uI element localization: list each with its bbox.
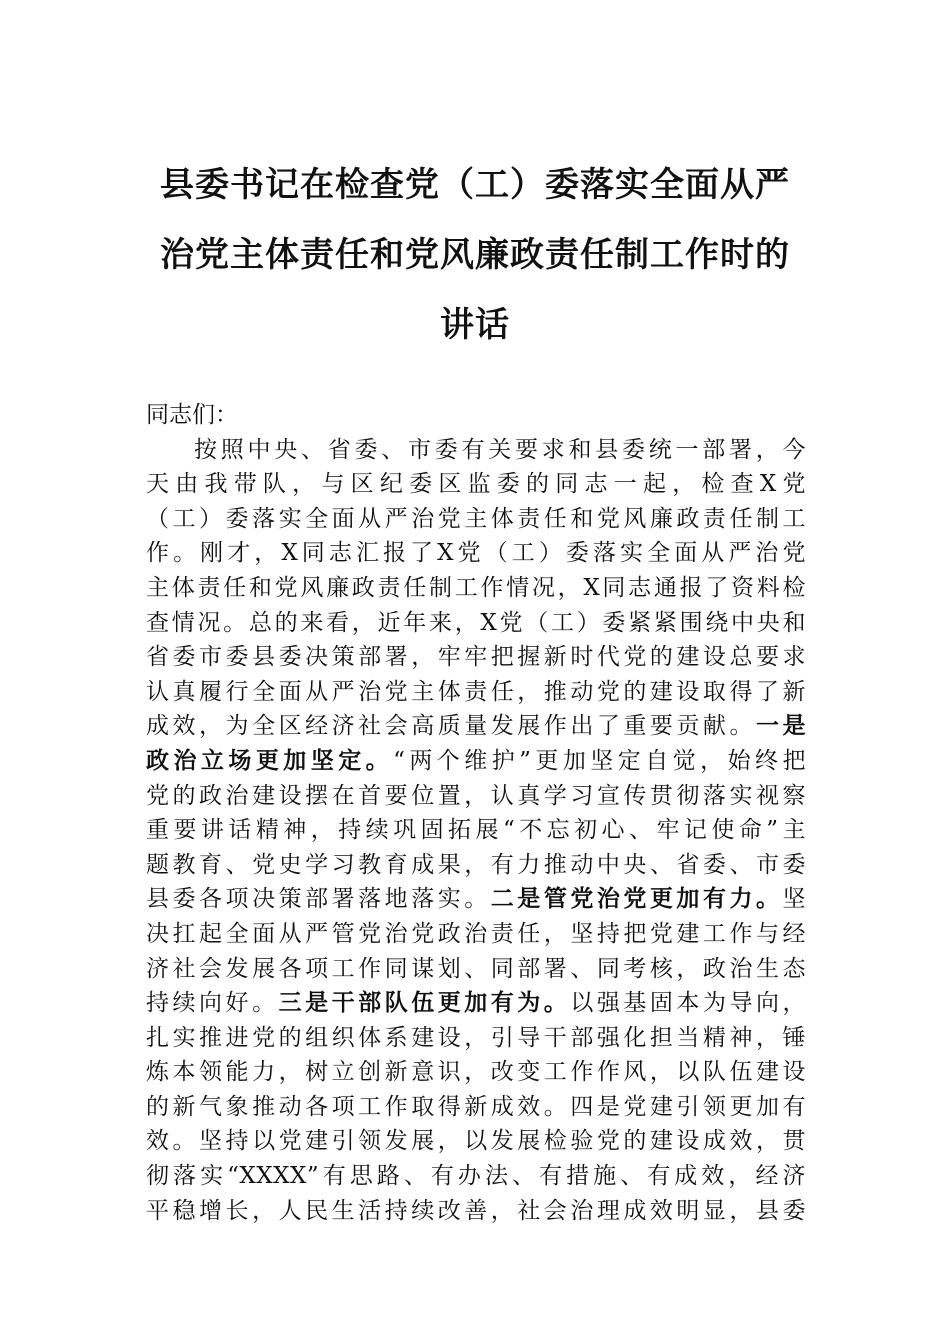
text-run: 炼本领能力，树立创新意识，改变工作作风，以队伍建设	[146, 1059, 806, 1086]
paragraph-line	[146, 433, 806, 468]
paragraph-line	[146, 952, 806, 987]
bold-text-run: 政治立场更加坚定。	[146, 746, 394, 774]
title-line: 讲话	[440, 305, 510, 345]
paragraph-line	[146, 640, 806, 675]
text-run: （工）委落实全面从严治党主体责任和党风廉政责任制工	[146, 505, 806, 532]
bold-text-run: 二是管党治党更加有力。	[490, 885, 783, 913]
text-run: 天由我带队，与区纪委区监委的同志一起，检查X党	[146, 471, 806, 498]
bold-text-run: 一是	[755, 712, 807, 740]
salutation: 同志们：	[146, 402, 238, 428]
title-line: 治党主体责任和党风廉政责任制工作时的	[160, 235, 790, 275]
text-run: 作。刚才，X同志汇报了X党（工）委落实全面从严治党	[146, 540, 806, 567]
paragraph-line	[146, 536, 806, 571]
paragraph-line	[146, 1194, 806, 1229]
text-run: 彻落实“XXXX”有思路、有办法、有措施、有成效，经济	[146, 1163, 806, 1190]
text-run: 省委市委县委决策部署，牢牢把握新时代党的建设总要求	[146, 644, 806, 671]
paragraph-line	[146, 779, 806, 814]
paragraph-line	[146, 1055, 806, 1090]
text-run: 题教育、党史学习教育成果，有力推动中央、省委、市委	[146, 851, 806, 878]
text-run: 重要讲话精神，持续巩固拓展“不忘初心、牢记使命”主	[146, 817, 806, 844]
paragraph-line	[146, 709, 806, 744]
title-line: 县委书记在检查党（工）委落实全面从严	[160, 165, 790, 205]
text-run: “两个维护”更加坚定自觉，始终把	[393, 747, 806, 774]
paragraph-line	[146, 1021, 806, 1056]
paragraph-line	[146, 1124, 806, 1159]
body-paragraph	[146, 433, 806, 1229]
paragraph-line	[146, 606, 806, 641]
paragraph-line	[146, 744, 806, 779]
text-run: 济社会发展各项工作同谋划、同部署、同考核，政治生态	[146, 955, 806, 982]
text-run: 扎实推进党的组织体系建设，引导干部强化担当精神，锤	[146, 1024, 806, 1051]
paragraph-line	[146, 675, 806, 710]
paragraph-line	[146, 1159, 806, 1194]
text-run: 坚	[782, 886, 807, 913]
text-run: 持续向好。	[146, 990, 279, 1017]
text-run: 党的政治建设摆在首要位置，认真学习宣传贯彻落实视察	[146, 782, 806, 809]
paragraph-line	[146, 502, 806, 537]
text-run: 县委各项决策部署落地落实。	[146, 886, 491, 913]
bold-text-run: 三是干部队伍更加有为。	[278, 989, 571, 1017]
text-run: 按照中央、省委、市委有关要求和县委统一部署，今	[194, 436, 806, 463]
paragraph-line	[146, 1090, 806, 1125]
document-title	[130, 150, 820, 360]
paragraph-line	[146, 986, 806, 1021]
paragraph-line	[146, 848, 806, 883]
text-run: 查情况。总的来看，近年来，X党（工）委紧紧围绕中央和	[146, 609, 806, 636]
paragraph-line	[146, 813, 806, 848]
text-run: 主体责任和党风廉政责任制工作情况，X同志通报了资料检	[146, 574, 806, 601]
text-run: 效。坚持以党建引领发展，以发展检验党的建设成效，贯	[146, 1128, 806, 1155]
paragraph-line	[146, 467, 806, 502]
text-run: 以强基固本为导向，	[570, 990, 807, 1017]
text-run: 的新气象推动各项工作取得新成效。四是党建引领更加有	[146, 1093, 806, 1120]
text-run: 成效，为全区经济社会高质量发展作出了重要贡献。	[146, 713, 756, 740]
text-run: 平稳增长，人民生活持续改善，社会治理成效明显，县委	[146, 1197, 806, 1224]
text-run: 认真履行全面从严治党主体责任，推动党的建设取得了新	[146, 678, 806, 705]
paragraph-line	[146, 882, 806, 917]
text-run: 决扛起全面从严管党治党政治责任，坚持把党建工作与经	[146, 920, 806, 947]
document-body	[146, 398, 806, 1228]
paragraph-line	[146, 571, 806, 606]
paragraph-line	[146, 917, 806, 952]
